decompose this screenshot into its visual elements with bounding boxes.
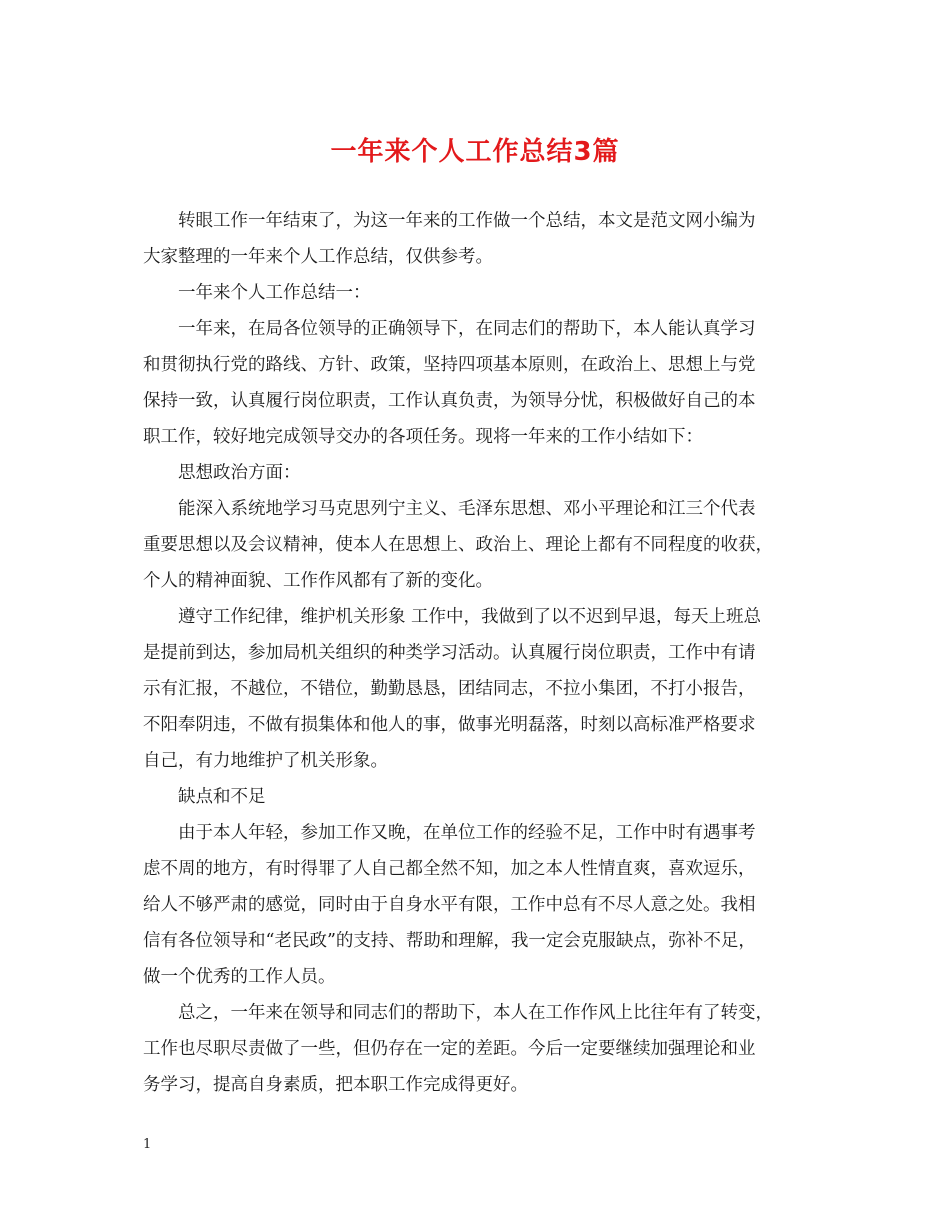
text-line: 工作也尽职尽责做了一些，但仍存在一定的差距。今后一定要继续加强理论和业 [143,1039,756,1059]
text-line: 和贯彻执行党的路线、方针、政策，坚持四项基本原则，在政治上、思想上与党 [143,355,756,375]
text-line: 转眼工作一年结束了，为这一年来的工作做一个总结，本文是范文网小编为 [178,211,756,231]
text-line: 个人的精神面貌、工作作风都有了新的变化。 [143,571,493,591]
text-line: 自己，有力地维护了机关形象。 [143,751,388,771]
text-line: 务学习，提高自身素质，把本职工作完成得更好。 [143,1075,528,1095]
document-title: 一年来个人工作总结3篇 [330,137,620,167]
page-number: 1 [143,1137,152,1152]
text-line: 一年来个人工作总结一： [178,283,371,303]
text-line: 一年来，在局各位领导的正确领导下，在同志们的帮助下，本人能认真学习 [178,319,756,339]
text-line: 遵守工作纪律，维护机关形象 工作中，我做到了以不迟到早退，每天上班总 [178,607,762,627]
text-line: 保持一致，认真履行岗位职责，工作认真负责，为领导分忧，积极做好自己的本 [143,391,756,411]
text-line: 思想政治方面： [178,463,301,483]
document-body [143,203,805,1103]
text-line: 缺点和不足 [178,787,266,807]
text-line: 不阳奉阴违，不做有损集体和他人的事，做事光明磊落，时刻以高标准严格要求 [143,715,756,735]
text-line: 由于本人年轻，参加工作又晚，在单位工作的经验不足，工作中时有遇事考 [178,823,756,843]
text-line: 示有汇报，不越位，不错位，勤勤恳恳，团结同志，不拉小集团，不打小报告， [143,679,756,699]
text-line: 做一个优秀的工作人员。 [143,967,336,987]
text-line: 能深入系统地学习马克思列宁主义、毛泽东思想、邓小平理论和江三个代表 [178,499,756,519]
text-line: 给人不够严肃的感觉，同时由于自身水平有限，工作中总有不尽人意之处。我相 [143,895,756,915]
text-line: 总之，一年来在领导和同志们的帮助下，本人在工作作风上比往年有了转变， [178,1003,773,1023]
text-line: 虑不周的地方，有时得罪了人自己都全然不知，加之本人性情直爽，喜欢逗乐， [143,859,756,879]
text-line: 大家整理的一年来个人工作总结，仅供参考。 [143,247,493,267]
text-line: 重要思想以及会议精神，使本人在思想上、政治上、理论上都有不同程度的收获， [143,535,773,555]
text-line: 是提前到达，参加局机关组织的种类学习活动。认真履行岗位职责，工作中有请 [143,643,756,663]
text-line: 职工作，较好地完成领导交办的各项任务。现将一年来的工作小结如下： [143,427,703,447]
text-line: 信有各位领导和“老民政”的支持、帮助和理解，我一定会克服缺点，弥补不足， [143,931,756,951]
